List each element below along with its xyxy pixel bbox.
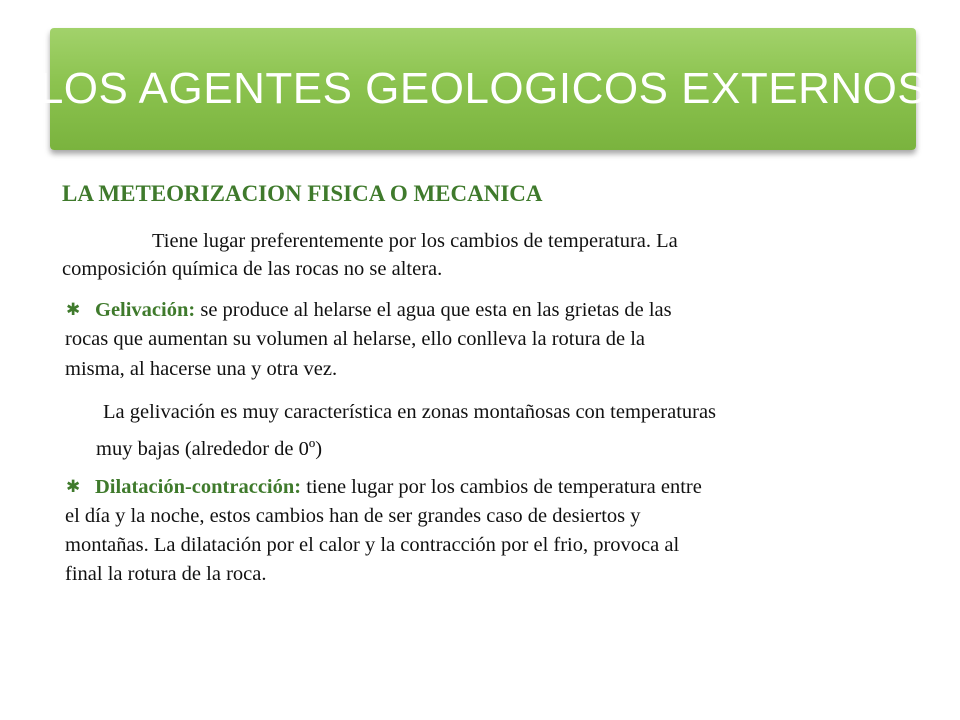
star-bullet-icon: ✱ — [66, 477, 81, 496]
gelivacion-note-1: La gelivación es muy característica en zonas montañosas con temperaturas — [103, 401, 717, 423]
intro-line-1: Tiene lugar preferentemente por los cambios de temperatura. La — [152, 230, 678, 252]
intro-line-2: composición química de las rocas no se altera. — [62, 258, 443, 280]
gelivacion-note-2: muy bajas (alrededor de 0º) — [96, 438, 323, 460]
gelivacion-line-3: misma, al hacerse una y otra vez. — [65, 358, 338, 380]
dilatacion-line-4: final la rotura de la roca. — [65, 563, 267, 585]
dilatacion-text-1: tiene lugar por los cambios de temperatura entre — [301, 476, 702, 498]
gelivacion-text-1: se produce al helarse el agua que esta en las grietas de las — [195, 299, 672, 321]
dilatacion-line-3: montañas. La dilatación por el calor y la contracción por el frio, provoca al — [65, 534, 680, 556]
dilatacion-line-2: el día y la noche, estos cambios han de ser grandes caso de desiertos y — [65, 505, 641, 527]
gelivacion-term: Gelivación: — [95, 299, 196, 321]
slide-title: LOS AGENTES GEOLOGICOS EXTERNOS — [38, 64, 928, 113]
dilatacion-line-1 — [95, 473, 702, 501]
gelivacion-line-1 — [95, 296, 672, 324]
section-subtitle: LA METEORIZACION FISICA O MECANICA — [62, 181, 543, 206]
title-banner — [38, 28, 928, 150]
star-bullet-icon: ✱ — [66, 300, 81, 319]
gelivacion-line-2: rocas que aumentan su volumen al helarse, ello conlleva la rotura de la — [65, 328, 646, 350]
dilatacion-term: Dilatación-contracción: — [95, 476, 302, 498]
